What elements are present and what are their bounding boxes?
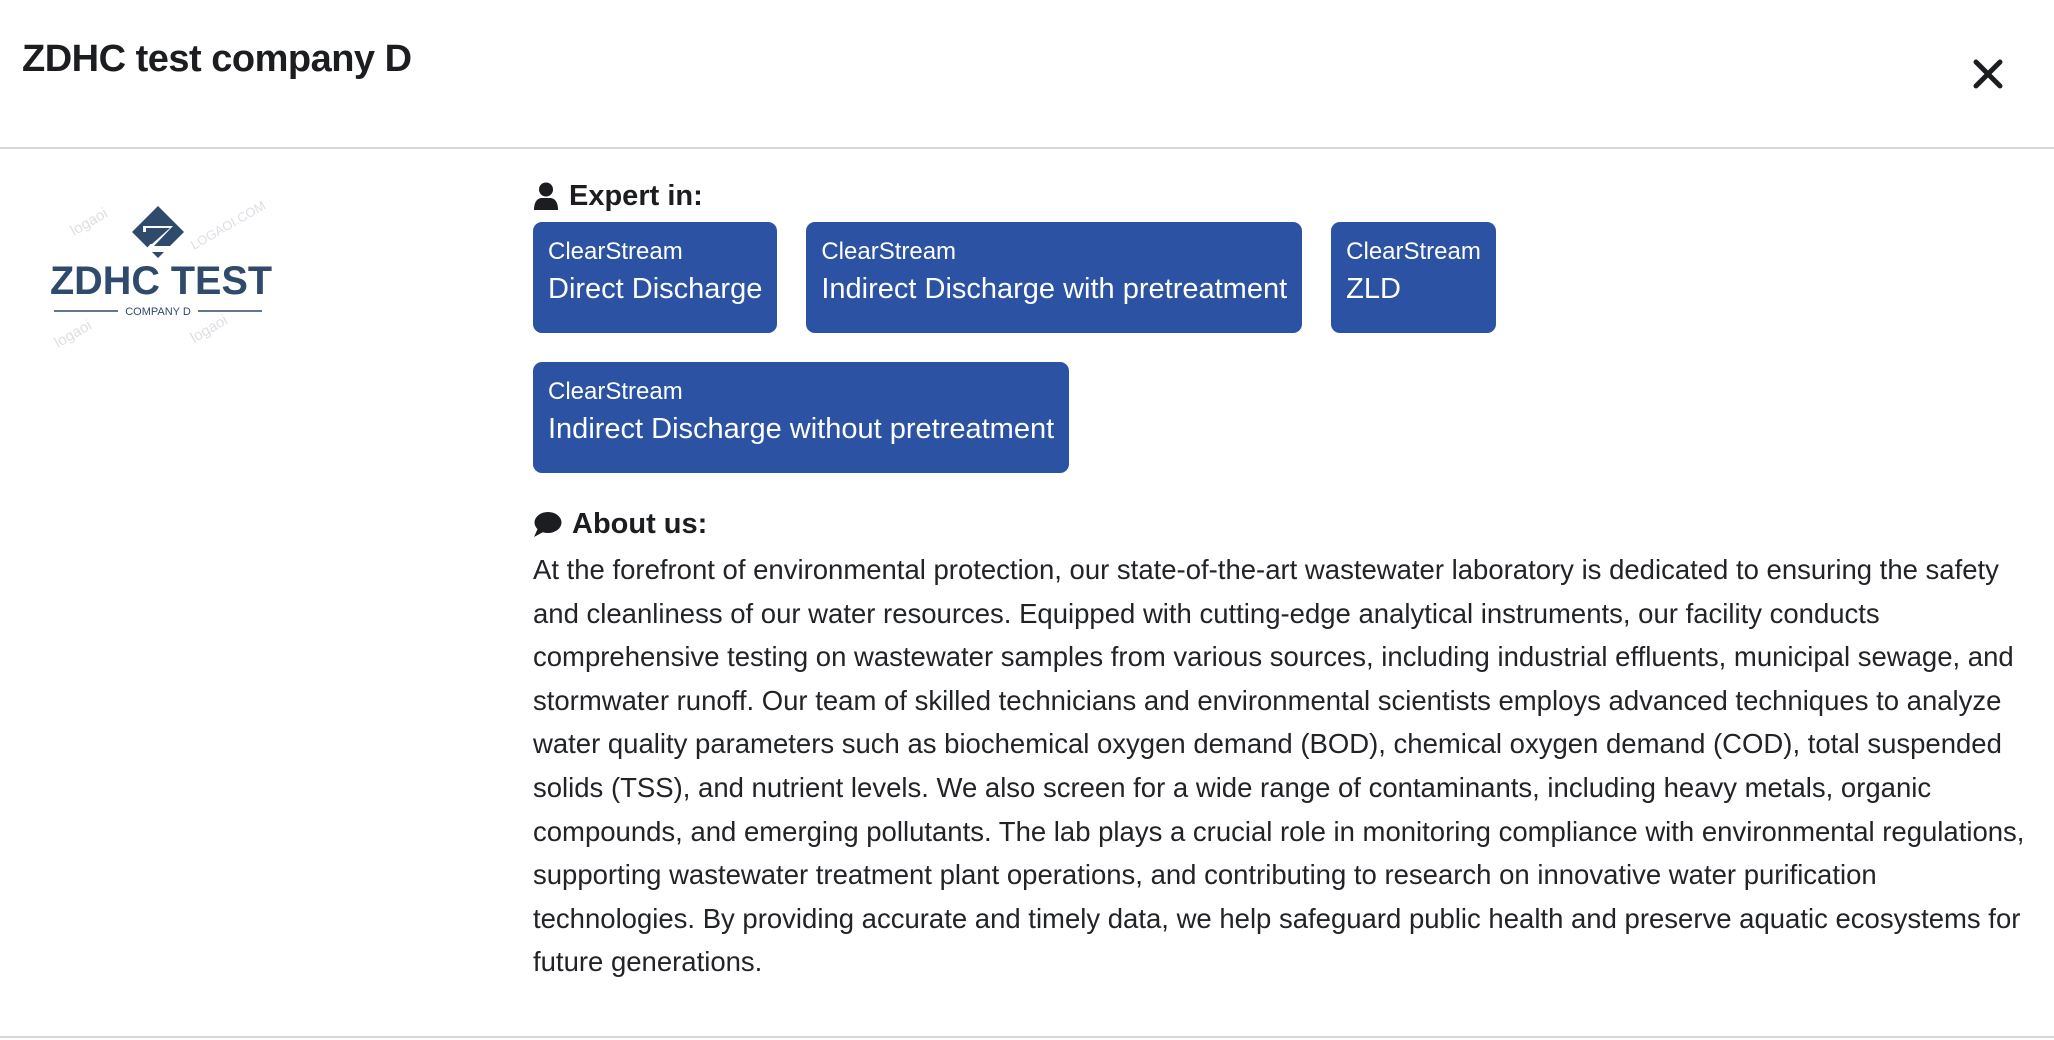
expertise-tag-zld[interactable] (1331, 222, 1496, 333)
tag-provider: ClearStream (1346, 238, 1481, 265)
about-us-heading (533, 506, 2033, 542)
svg-text:LOGAOI.COM: LOGAOI.COM (188, 197, 269, 253)
tag-provider: ClearStream (548, 238, 683, 265)
tag-provider: ClearStream (548, 378, 683, 405)
tag-label: ZLD (1346, 273, 1401, 305)
tag-label: Direct Discharge (548, 273, 763, 305)
about-us-text: At the forefront of environmental protection, our state-of-the-art wastewater laboratory is dedicated to ensuring the safety and cleanliness of our water resources. Equipped with cutting-edge analytical instruments, our facility conducts comprehensive testing on wastewater samples from various sources, including industrial effluents, municipal sewage, and stormwater runoff. Our team of skilled technicians and environmental scientists employs advanced techniques to analyze water quality parameters such as biochemical oxygen demand (BOD), chemical oxygen demand (COD), total suspended solids (TSS), and nutrient levels. We also screen for a wide range of contaminants, including heavy metals, organic compounds, and emerging pollutants. The lab plays a crucial role in monitoring compliance with environmental regulations, supporting wastewater treatment plant operations, and contributing to research on innovative water purification technologies. By providing accurate and timely data, we help safeguard public health and preserve aquatic ecosystems for future generations. (533, 554, 2025, 978)
expertise-tags (533, 222, 1833, 473)
expertise-tag-direct-discharge[interactable] (533, 222, 777, 333)
svg-text:ZDHC TEST: ZDHC TEST (50, 259, 272, 303)
tag-provider: ClearStream (821, 238, 957, 265)
expertise-tag-indirect-without-pretreatment[interactable] (533, 362, 1069, 473)
zdhc-logo (44, 178, 294, 368)
footer-divider (0, 1036, 2054, 1038)
modal-header (0, 0, 2054, 149)
profile-content (533, 178, 2033, 984)
svg-text:logaoi: logaoi (67, 204, 111, 240)
user-icon (533, 182, 559, 210)
expert-in-label: Expert in: (569, 179, 703, 212)
company-logo (44, 178, 294, 368)
svg-text:COMPANY D: COMPANY D (125, 306, 191, 318)
modal-title: ZDHC test company D (22, 38, 412, 80)
tag-label: Indirect Discharge without pretreatment (548, 413, 1055, 445)
close-button[interactable] (1966, 52, 2010, 96)
svg-text:logaoi: logaoi (51, 316, 95, 352)
expertise-tag-indirect-with-pretreatment[interactable] (806, 222, 1302, 333)
close-icon (1966, 52, 2010, 96)
comment-icon (533, 511, 562, 538)
tag-label: Indirect Discharge with pretreatment (821, 273, 1288, 305)
svg-text:logaoi: logaoi (187, 311, 231, 347)
expert-in-heading (533, 178, 2033, 214)
about-us-label: About us: (572, 507, 708, 540)
